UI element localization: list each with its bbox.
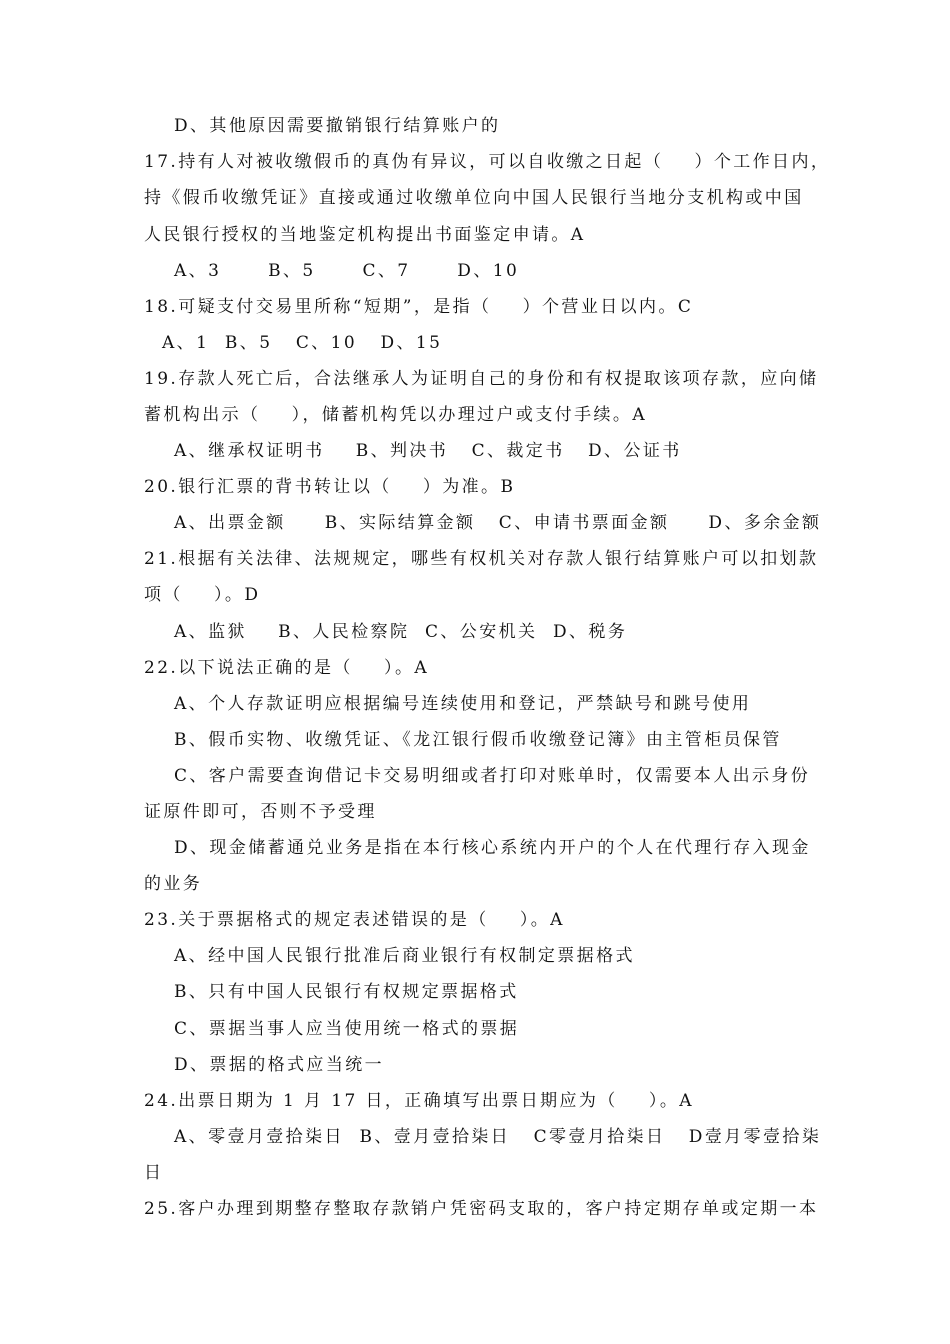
option-line: A、1 B、5 C、10 D、15	[162, 333, 443, 353]
option-line: B、假币实物、收缴凭证、《龙江银行假币收缴登记簿》由主管柜员保管	[174, 730, 782, 750]
continuation-line: 的业务	[144, 874, 203, 894]
continuation-line: 持《假币收缴凭证》直接或通过收缴单位向中国人民银行当地分支机构或中国	[144, 188, 804, 208]
question-line: 23.关于票据格式的规定表述错误的是（ ）。A	[144, 910, 565, 930]
option-line: A、监狱 B、人民检察院 C、公安机关 D、税务	[174, 622, 628, 642]
option-line: C、票据当事人应当使用统一格式的票据	[174, 1019, 520, 1039]
option-line: D、现金储蓄通兑业务是指在本行核心系统内开户的个人在代理行存入现金	[174, 838, 811, 858]
option-line: C、客户需要查询借记卡交易明细或者打印对账单时，仅需要本人出示身份	[174, 766, 811, 786]
option-line: D、票据的格式应当统一	[174, 1055, 385, 1075]
option-line: A、经中国人民银行批准后商业银行有权制定票据格式	[174, 946, 635, 966]
option-line: A、零壹月壹拾柒日 B、壹月壹拾柒日 C零壹月拾柒日 D壹月零壹拾柒	[174, 1127, 822, 1147]
question-line: 22.以下说法正确的是（ ）。A	[144, 658, 430, 678]
question-line: 18.可疑支付交易里所称“短期”，是指（ ）个营业日以内。C	[144, 297, 694, 317]
question-line: 25.客户办理到期整存整取存款销户凭密码支取的，客户持定期存单或定期一本	[144, 1199, 819, 1219]
option-line: A、个人存款证明应根据编号连续使用和登记，严禁缺号和跳号使用	[174, 694, 752, 714]
continuation-line: 项（ ）。D	[144, 585, 261, 605]
option-line: B、只有中国人民银行有权规定票据格式	[174, 982, 519, 1002]
question-line: 17.持有人对被收缴假币的真伪有异议，可以自收缴之日起（ ）个工作日内，	[144, 152, 831, 172]
question-line: 19.存款人死亡后，合法继承人为证明自己的身份和有权提取该项存款，应向储	[144, 369, 819, 389]
option-line: A、出票金额 B、实际结算金额 C、申请书票面金额 D、多余金额	[174, 513, 822, 533]
question-line: 20.银行汇票的背书转让以（ ）为准。B	[144, 477, 516, 497]
continuation-line: 蓄机构出示（ ），储蓄机构凭以办理过户或支付手续。A	[144, 405, 647, 425]
option-line: D、其他原因需要撤销银行结算账户的	[174, 116, 501, 136]
continuation-line: 证原件即可，否则不予受理	[144, 802, 377, 822]
question-line: 21.根据有关法律、法规规定，哪些有权机关对存款人银行结算账户可以扣划款	[144, 549, 819, 569]
option-line: A、3 B、5 C、7 D、10	[174, 261, 520, 281]
continuation-line: 人民银行授权的当地鉴定机构提出书面鉴定申请。A	[144, 225, 586, 245]
continuation-line: 日	[144, 1163, 164, 1183]
question-line: 24.出票日期为 1 月 17 日，正确填写出票日期应为（ ）。A	[144, 1091, 694, 1111]
option-line: A、继承权证明书 B、判决书 C、裁定书 D、公证书	[174, 441, 682, 461]
